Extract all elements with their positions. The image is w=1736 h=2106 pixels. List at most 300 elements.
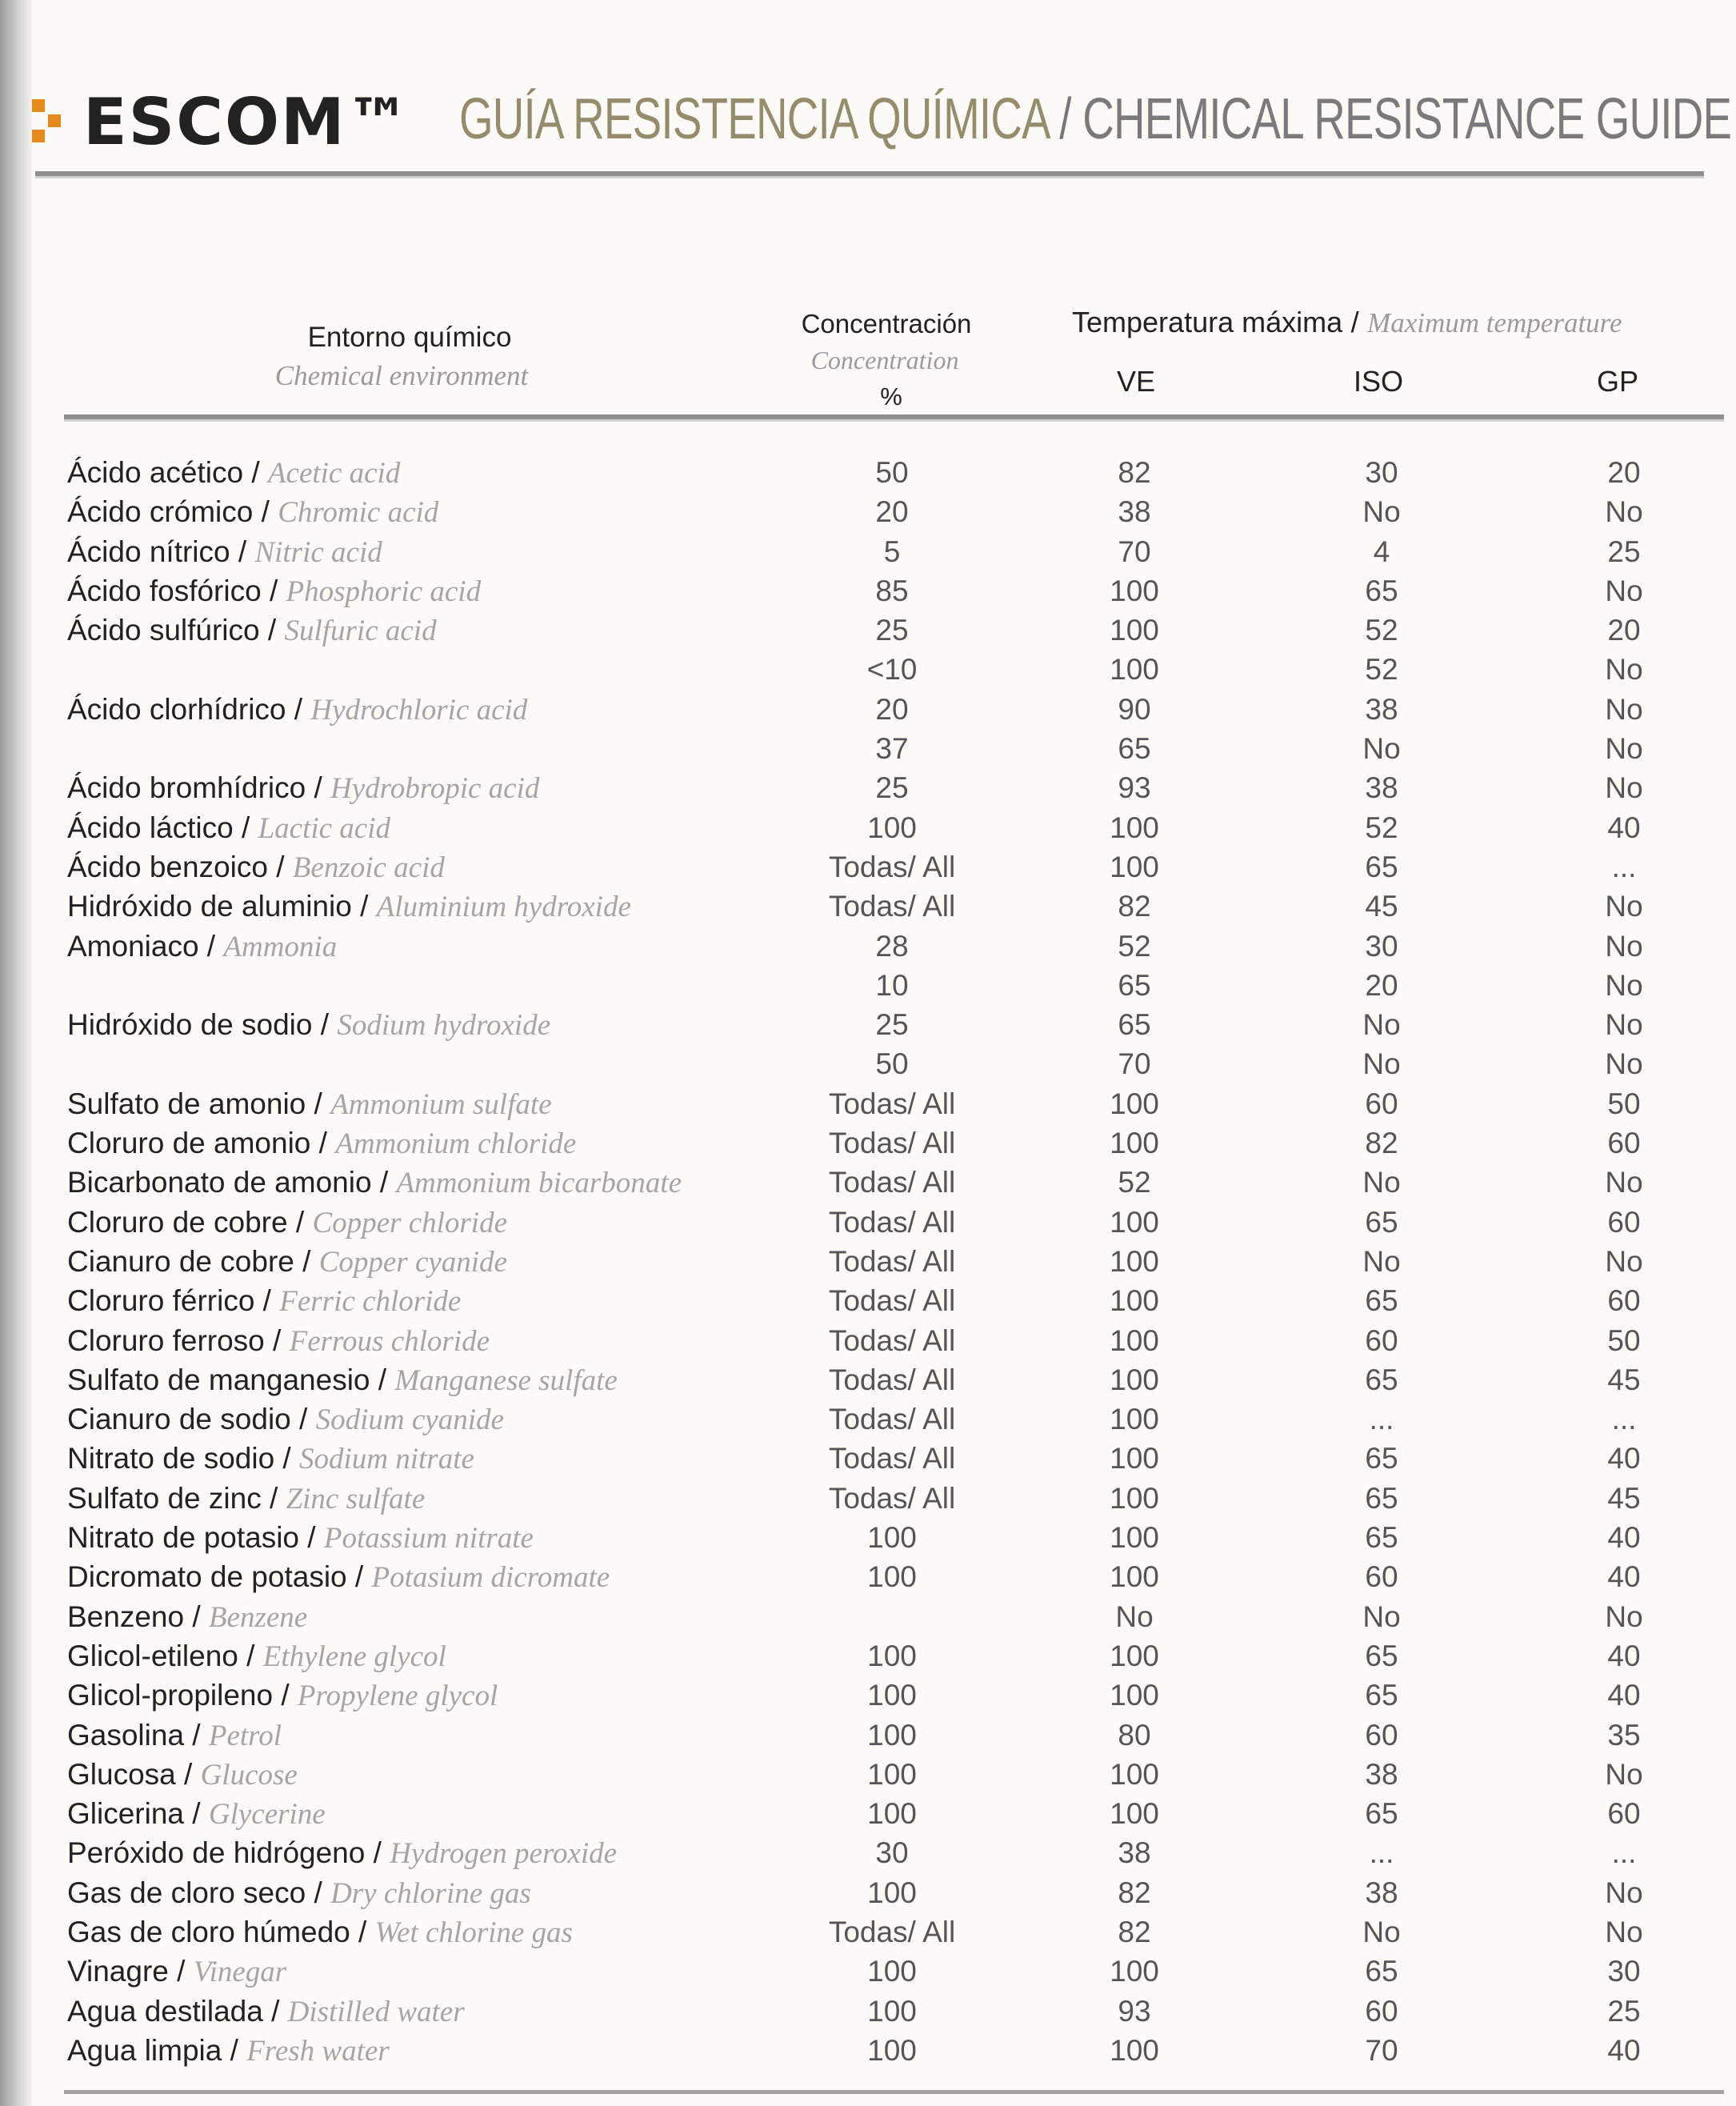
iso-temp-cell: 82 [1365, 1127, 1398, 1160]
concentration-cell: Todas/ All [828, 1284, 956, 1318]
chemical-name-spanish: Vinagre [67, 1955, 169, 1988]
chemical-name-spanish: Ácido sulfúrico [67, 614, 260, 647]
chemical-name-english: Petrol [208, 1719, 282, 1752]
chemical-name-english: Ammonia [223, 930, 338, 963]
chemical-name [67, 454, 400, 492]
col-env-subheading: Chemical environment [274, 360, 529, 391]
gp-temp-cell: No [1605, 1008, 1643, 1042]
chemical-name-separator: / [175, 1757, 201, 1791]
chemical-name-separator: / [243, 456, 268, 489]
gp-temp-cell: ... [1611, 1836, 1637, 1870]
chemical-name-spanish: Nitrato de sodio [67, 1442, 275, 1475]
table-row [0, 731, 1736, 770]
chemical-name-separator: / [294, 1244, 319, 1278]
gp-temp-cell: 40 [1607, 2033, 1641, 2067]
ve-temp-cell: 100 [1110, 1481, 1159, 1515]
iso-temp-cell: No [1362, 1047, 1401, 1081]
chemical-name-english: Potasium dicromate [371, 1561, 610, 1595]
chemical-name-separator: / [310, 1127, 336, 1160]
iso-temp-cell: 52 [1365, 811, 1398, 844]
concentration-cell: 25 [875, 1008, 909, 1042]
chemical-name [67, 1519, 534, 1557]
table-row [0, 1362, 1736, 1401]
concentration-cell: 20 [875, 692, 909, 726]
gp-temp-cell: 60 [1607, 1205, 1641, 1239]
ve-temp-cell: 100 [1110, 1244, 1159, 1278]
concentration-cell: Todas/ All [828, 1403, 956, 1436]
gp-temp-cell: 40 [1607, 811, 1641, 844]
chemical-name-english: Hydrobropic acid [330, 772, 540, 806]
chemical-name-separator: / [267, 850, 293, 883]
chemical-name-spanish: Ácido clorhídrico [67, 692, 286, 726]
concentration-cell: Todas/ All [828, 1244, 956, 1278]
chemical-name [67, 810, 390, 847]
chemical-name [67, 1835, 617, 1872]
ve-temp-cell: 100 [1110, 1797, 1159, 1831]
table-row [0, 810, 1736, 849]
gp-temp-cell: 30 [1607, 1955, 1641, 1988]
chemical-name-separator: / [261, 574, 286, 607]
chemical-name [67, 1993, 465, 2031]
iso-temp-cell: 38 [1365, 1876, 1398, 1909]
ve-temp-cell: 65 [1118, 968, 1151, 1002]
chemical-name-english: Ammonium sulfate [330, 1087, 552, 1121]
table-row [0, 1796, 1736, 1835]
chemical-name-spanish: Ácido láctico [67, 811, 234, 844]
ve-temp-cell: 80 [1118, 1718, 1151, 1752]
col-iso-heading: ISO [1353, 365, 1404, 398]
gp-temp-cell: 60 [1607, 1797, 1641, 1831]
chemical-name-separator: / [299, 1521, 324, 1555]
chemical-name-english: Wet chlorine gas [374, 1916, 573, 1949]
chemical-name-separator: / [287, 1205, 313, 1239]
chemical-name-english: Ferric chloride [279, 1285, 462, 1319]
chemical-name-spanish: Glicol-etileno [67, 1639, 238, 1672]
iso-temp-cell: 45 [1365, 890, 1398, 923]
chemical-name [67, 1717, 282, 1755]
concentration-cell: 100 [867, 1994, 917, 2028]
iso-temp-cell: 65 [1365, 1639, 1398, 1672]
ve-temp-cell: 65 [1118, 732, 1151, 766]
gp-temp-cell: 40 [1607, 1442, 1641, 1475]
chemical-name-spanish: Sulfato de manganesio [67, 1363, 370, 1396]
gp-temp-cell: ... [1611, 850, 1637, 883]
gp-temp-cell: 60 [1607, 1127, 1641, 1160]
ve-temp-cell: 100 [1110, 1955, 1159, 1988]
concentration-cell: <10 [866, 653, 918, 687]
gp-temp-cell: No [1605, 1166, 1643, 1199]
ve-temp-cell: 100 [1110, 1442, 1159, 1475]
chemical-name-english: Zinc sulfate [286, 1482, 426, 1515]
iso-temp-cell: No [1362, 1600, 1401, 1633]
gp-temp-cell: No [1605, 692, 1643, 726]
chemical-name-separator: / [230, 535, 255, 568]
ve-temp-cell: 100 [1110, 850, 1159, 883]
table-row [0, 494, 1736, 533]
chemical-name-spanish: Gasolina [67, 1718, 185, 1752]
chemical-name-separator: / [198, 929, 224, 963]
chemical-name-separator: / [350, 1915, 375, 1948]
iso-temp-cell: 65 [1365, 1284, 1398, 1318]
table-row [0, 1677, 1736, 1716]
chemical-name-separator: / [370, 1363, 395, 1396]
temp-heading-english: Maximum temperature [1367, 307, 1622, 338]
ve-temp-cell: 100 [1110, 653, 1159, 687]
chemical-name-spanish: Cloruro ferroso [67, 1323, 265, 1357]
gp-temp-cell: No [1605, 929, 1643, 963]
chemical-name-spanish: Glicerina [67, 1797, 184, 1831]
concentration-cell: 20 [875, 495, 909, 529]
chemical-name-english: Lactic acid [258, 811, 390, 845]
concentration-cell: 100 [867, 1718, 917, 1752]
iso-temp-cell: 65 [1365, 1363, 1398, 1396]
chemical-name-separator: / [346, 1560, 372, 1594]
gp-temp-cell: 40 [1607, 1679, 1641, 1712]
chemical-name-separator: / [262, 1994, 288, 2028]
chemical-table [0, 454, 1736, 2072]
concentration-cell: 100 [867, 1560, 917, 1594]
chemical-name [67, 1007, 550, 1044]
iso-temp-cell: ... [1369, 1403, 1394, 1436]
table-row [0, 1914, 1736, 1953]
concentration-cell: 100 [867, 811, 917, 844]
chemical-name [67, 1756, 298, 1794]
gp-temp-cell: No [1605, 1757, 1643, 1791]
concentration-cell: 100 [867, 1757, 917, 1791]
chemical-name-english: Ethylene glycol [262, 1640, 446, 1673]
chemical-name-spanish: Sulfato de zinc [67, 1481, 262, 1515]
chemical-name [67, 2032, 390, 2070]
iso-temp-cell: 65 [1365, 1679, 1398, 1712]
chemical-name-spanish: Agua destilada [67, 1994, 263, 2028]
chemical-name-english: Sodium cyanide [315, 1403, 504, 1437]
gp-temp-cell: No [1605, 968, 1643, 1002]
chemical-name [67, 1875, 531, 1912]
concentration-cell: 100 [867, 1639, 917, 1672]
concentration-cell: Todas/ All [828, 1481, 956, 1515]
ve-temp-cell: 100 [1110, 1363, 1159, 1396]
chemical-name-spanish: Cianuro de sodio [67, 1403, 291, 1436]
chemical-name-english: Ammonium bicarbonate [396, 1167, 682, 1200]
chemical-name [67, 494, 438, 531]
ve-temp-cell: 93 [1118, 771, 1151, 805]
col-temp-heading [1072, 306, 1622, 339]
chemical-name-spanish: Sulfato de amonio [67, 1087, 306, 1120]
chemical-name-separator: / [274, 1442, 299, 1475]
gp-temp-cell: 40 [1607, 1521, 1641, 1555]
chemical-name [67, 573, 481, 611]
concentration-cell: 25 [875, 771, 909, 805]
chemical-name-separator: / [286, 692, 311, 726]
concentration-cell: 30 [875, 1836, 909, 1870]
table-row [0, 1756, 1736, 1796]
ve-temp-cell: 100 [1110, 1323, 1159, 1357]
ve-temp-cell: 70 [1118, 535, 1151, 568]
chemical-name-english: Glycerine [208, 1798, 326, 1832]
ve-temp-cell: 38 [1118, 1836, 1151, 1870]
gp-temp-cell: 45 [1607, 1481, 1641, 1515]
chemical-name-english: Ammonium chloride [335, 1127, 577, 1161]
chemical-name [67, 1796, 326, 1833]
iso-temp-cell: 60 [1365, 1994, 1398, 2028]
ve-temp-cell: 82 [1118, 890, 1151, 923]
table-row [0, 1638, 1736, 1677]
table-row [0, 1007, 1736, 1046]
chemical-name-separator: / [306, 1087, 331, 1120]
col-ve-heading: VE [1116, 365, 1156, 398]
col-gp-heading: GP [1596, 365, 1639, 398]
chemical-name-separator: / [184, 1797, 209, 1831]
iso-temp-cell: 70 [1365, 2033, 1398, 2067]
brand-name: ESCOM™ [83, 85, 412, 159]
chemical-name-spanish: Cianuro de cobre [67, 1244, 294, 1278]
header-rule [35, 171, 1704, 178]
iso-temp-cell: 60 [1365, 1718, 1398, 1752]
gp-temp-cell: 45 [1607, 1363, 1641, 1396]
ve-temp-cell: 93 [1118, 1994, 1151, 2028]
chemical-name-spanish: Ácido crómico [67, 495, 254, 529]
gp-temp-cell: No [1605, 1600, 1643, 1633]
chemical-name-english: Nitric acid [254, 535, 382, 569]
chemical-name-english: Acetic acid [267, 457, 401, 490]
iso-temp-cell: ... [1369, 1836, 1394, 1870]
table-row [0, 1480, 1736, 1519]
chemical-name-english: Fresh water [246, 2034, 390, 2068]
chemical-name-separator: / [261, 1481, 286, 1515]
gp-temp-cell: 40 [1607, 1560, 1641, 1594]
chemical-name-separator: / [264, 1323, 290, 1357]
chemical-name [67, 1440, 474, 1478]
iso-temp-cell: No [1362, 732, 1401, 766]
chemical-name-english: Hydrochloric acid [310, 693, 528, 727]
chemical-name-english: Sodium nitrate [299, 1443, 474, 1476]
chemical-name-separator: / [371, 1166, 397, 1199]
iso-temp-cell: 65 [1365, 574, 1398, 607]
ve-temp-cell: 65 [1118, 1008, 1151, 1042]
table-row [0, 1323, 1736, 1362]
iso-temp-cell: 65 [1365, 1521, 1398, 1555]
ve-temp-cell: 100 [1110, 1757, 1159, 1791]
chemical-name-spanish: Amoniaco [67, 929, 199, 963]
ve-temp-cell: 100 [1110, 811, 1159, 844]
iso-temp-cell: 30 [1365, 929, 1398, 963]
iso-temp-cell: No [1362, 1244, 1401, 1278]
ve-temp-cell: 52 [1118, 929, 1151, 963]
chemical-name-english: Vinegar [193, 1956, 287, 1989]
gp-temp-cell: 50 [1607, 1323, 1641, 1357]
chemical-name-english: Chromic acid [278, 496, 439, 530]
col-env-heading: Entorno químico [307, 322, 512, 353]
chemical-name-spanish: Benzeno [67, 1600, 185, 1633]
ve-temp-cell: 82 [1118, 1876, 1151, 1909]
ve-temp-cell: 100 [1110, 1127, 1159, 1160]
gp-temp-cell: No [1605, 1047, 1643, 1081]
table-row [0, 1993, 1736, 2032]
concentration-cell: Todas/ All [828, 1087, 956, 1120]
table-row [0, 1559, 1736, 1598]
concentration-cell: 50 [875, 1047, 909, 1081]
iso-temp-cell: 65 [1365, 1442, 1398, 1475]
chemical-name-english: Copper cyanide [318, 1245, 507, 1279]
table-row [0, 612, 1736, 651]
concentration-cell: 25 [875, 614, 909, 647]
concentration-cell: Todas/ All [828, 1127, 956, 1160]
iso-temp-cell: 60 [1365, 1560, 1398, 1594]
chemical-name [67, 1401, 504, 1439]
table-row [0, 1401, 1736, 1440]
table-row [0, 691, 1736, 731]
table-row [0, 1046, 1736, 1085]
table-row [0, 1953, 1736, 1992]
concentration-cell: 28 [875, 929, 909, 963]
chemical-name-english: Benzoic acid [292, 851, 445, 884]
iso-temp-cell: 52 [1365, 653, 1398, 687]
chemical-name [67, 928, 337, 966]
ve-temp-cell: 100 [1110, 1521, 1159, 1555]
table-row [0, 1835, 1736, 1874]
chemical-name-separator: / [259, 614, 285, 647]
chemical-name-spanish: Hidróxido de sodio [67, 1008, 313, 1042]
ve-temp-cell: 82 [1118, 456, 1151, 489]
concentration-cell: 100 [867, 2033, 917, 2067]
iso-temp-cell: No [1362, 1166, 1401, 1199]
gp-temp-cell: ... [1611, 1403, 1637, 1436]
chemical-name-separator: / [253, 495, 278, 529]
chemical-name [67, 770, 539, 807]
concentration-cell: Todas/ All [828, 1166, 956, 1199]
gp-temp-cell: No [1605, 771, 1643, 805]
iso-temp-cell: 38 [1365, 771, 1398, 805]
gp-temp-cell: No [1605, 890, 1643, 923]
ve-temp-cell: 100 [1110, 1403, 1159, 1436]
table-row [0, 1717, 1736, 1756]
iso-temp-cell: 65 [1365, 850, 1398, 883]
chemical-name-english: Potassium nitrate [323, 1522, 534, 1555]
table-row [0, 770, 1736, 809]
chemical-name [67, 534, 382, 571]
chemical-name-separator: / [290, 1403, 316, 1436]
chemical-name [67, 849, 445, 887]
chemical-name-spanish: Hidróxido de aluminio [67, 890, 352, 923]
concentration-cell: 50 [875, 456, 909, 489]
iso-temp-cell: 65 [1365, 1955, 1398, 1988]
gp-temp-cell: 60 [1607, 1284, 1641, 1318]
ve-temp-cell: 100 [1110, 574, 1159, 607]
concentration-cell: Todas/ All [828, 1915, 956, 1948]
ve-temp-cell: 82 [1118, 1915, 1151, 1948]
iso-temp-cell: No [1362, 495, 1401, 529]
chemical-name-separator: / [233, 811, 258, 844]
ve-temp-cell: 70 [1118, 1047, 1151, 1081]
chemical-name [67, 1086, 552, 1123]
table-row [0, 454, 1736, 494]
concentration-cell: Todas/ All [828, 890, 956, 923]
page-title [459, 86, 1731, 152]
chemical-name-english: Distilled water [287, 1995, 465, 2028]
chemical-name [67, 1283, 461, 1320]
ve-temp-cell: 100 [1110, 1639, 1159, 1672]
iso-temp-cell: No [1362, 1915, 1401, 1948]
chemical-name-spanish: Ácido acético [67, 456, 244, 489]
concentration-cell: Todas/ All [828, 1442, 956, 1475]
chemical-name-english: Sulfuric acid [284, 615, 437, 648]
ve-temp-cell: 100 [1110, 1284, 1159, 1318]
escom-logo-icon [32, 98, 66, 144]
chemical-name-separator: / [184, 1718, 209, 1752]
chemical-name-spanish: Ácido benzoico [67, 850, 268, 883]
col-conc-heading: Concentración [801, 309, 972, 338]
chemical-name [67, 1125, 576, 1163]
ve-temp-cell: 100 [1110, 1205, 1159, 1239]
concentration-cell: 10 [875, 968, 909, 1002]
gp-temp-cell: No [1605, 1876, 1643, 1909]
chemical-name [67, 612, 437, 650]
chemical-name [67, 1638, 446, 1676]
gp-temp-cell: 25 [1607, 1994, 1641, 2028]
chemical-name-english: Sodium hydroxide [337, 1009, 551, 1043]
iso-temp-cell: 38 [1365, 692, 1398, 726]
ve-temp-cell: 100 [1110, 2033, 1159, 2067]
chemical-name-spanish: Ácido bromhídrico [67, 771, 306, 805]
iso-temp-cell: 30 [1365, 456, 1398, 489]
table-row [0, 967, 1736, 1007]
table-row [0, 888, 1736, 927]
table-row [0, 1599, 1736, 1638]
gp-temp-cell: 50 [1607, 1087, 1641, 1120]
chemical-name-english: Hydrogen peroxide [390, 1837, 618, 1871]
concentration-cell: Todas/ All [828, 1363, 956, 1396]
col-conc-subheading: Concentration [810, 346, 959, 374]
gp-temp-cell: 40 [1607, 1639, 1641, 1672]
temp-heading-spanish: Temperatura máxima [1072, 306, 1343, 338]
gp-temp-cell: 35 [1607, 1718, 1641, 1752]
chemical-name [67, 691, 527, 729]
chemical-name [67, 1953, 286, 1991]
chemical-name-english: Glucose [200, 1758, 298, 1792]
table-row [0, 928, 1736, 967]
chemical-name-separator: / [184, 1600, 209, 1633]
table-row [0, 1519, 1736, 1559]
iso-temp-cell: 65 [1365, 1797, 1398, 1831]
gp-temp-cell: No [1605, 732, 1643, 766]
table-row [0, 534, 1736, 573]
concentration-cell: 85 [875, 574, 909, 607]
chemical-name-separator: / [306, 1876, 331, 1909]
table-row [0, 2032, 1736, 2072]
ve-temp-cell: 100 [1110, 614, 1159, 647]
table-row [0, 849, 1736, 888]
chemical-name-separator: / [365, 1836, 390, 1870]
chemical-name-separator: / [273, 1679, 298, 1712]
chemical-name-english: Copper chloride [312, 1206, 507, 1239]
chemical-name-english: Ferrous chloride [289, 1324, 490, 1358]
chemical-name-spanish: Cloruro férrico [67, 1284, 255, 1318]
iso-temp-cell: 38 [1365, 1757, 1398, 1791]
chemical-name-english: Benzene [208, 1600, 308, 1634]
ve-temp-cell: 100 [1110, 1087, 1159, 1120]
table-row [0, 1243, 1736, 1283]
chemical-name-spanish: Cloruro de cobre [67, 1205, 288, 1239]
chemical-name-separator: / [254, 1284, 280, 1318]
iso-temp-cell: 4 [1373, 535, 1390, 568]
chemical-name [67, 1204, 507, 1242]
chemical-name [67, 1480, 425, 1518]
table-bottom-rule [64, 2090, 1724, 2094]
table-row [0, 1204, 1736, 1243]
table-row [0, 1440, 1736, 1479]
concentration-cell: 100 [867, 1955, 917, 1988]
gp-temp-cell: 20 [1607, 456, 1641, 489]
